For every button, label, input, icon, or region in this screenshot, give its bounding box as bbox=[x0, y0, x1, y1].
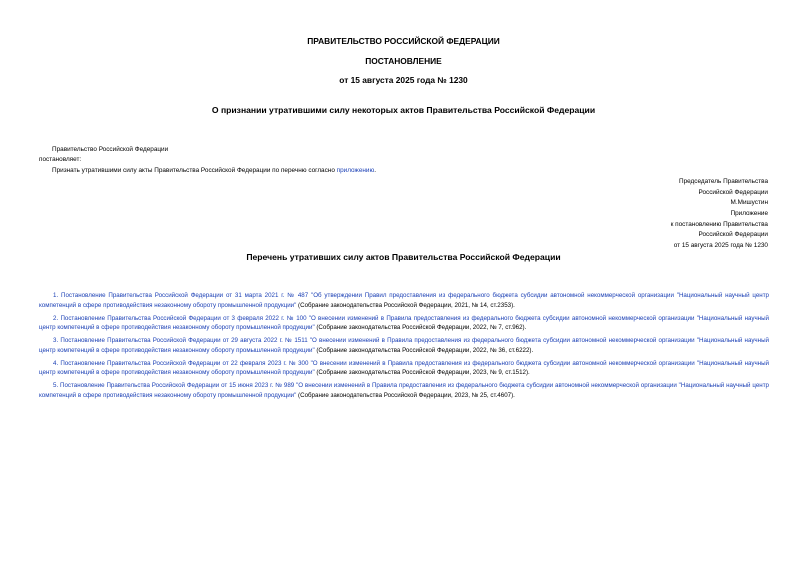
act-reference: (Собрание законодательства Российской Федерации, 2022, № 36, ст.6222). bbox=[314, 346, 534, 354]
act-reference: (Собрание законодательства Российской Федерации, 2023, № 9, ст.1512). bbox=[314, 369, 530, 377]
act-link[interactable]: Постановление Правительства Российской Федерации от 3 февраля 2022 г. № 100 "О внесении изменений в Правила предоставления из федерального бюджета субсидии автономной некоммерческой организации "Национальный научный центр компетенций в сфере противодействия незаконному обороту промышленной продукции" bbox=[39, 314, 769, 332]
appendix-line-3: Российской Федерации bbox=[698, 231, 768, 238]
appendix-line-2: к постановлению Правительства bbox=[670, 221, 768, 228]
list-item bbox=[39, 291, 769, 310]
decision-paragraph bbox=[52, 168, 376, 174]
list-title: Перечень утративших силу актов Правительства Российской Федерации bbox=[246, 252, 561, 262]
doc-type-heading: ПОСТАНОВЛЕНИЕ bbox=[365, 56, 442, 66]
item-number: 4. bbox=[53, 359, 59, 367]
signature-name: М.Мишустин bbox=[730, 199, 768, 206]
date-number-heading: от 15 августа 2025 года № 1230 bbox=[339, 75, 468, 85]
act-reference: (Собрание законодательства Российской Федерации, 2022, № 7, ст.962). bbox=[314, 324, 527, 332]
appendix-line-1: Приложение bbox=[730, 210, 768, 217]
decision-end: . bbox=[374, 167, 377, 174]
act-link[interactable]: Постановление Правительства Российской Федерации от 22 февраля 2023 г. № 300 "О внесении изменений в Правила предоставления из федерального бюджета субсидии автономной некоммерческой организации "Национальный научный центр компетенций в сфере противодействия незаконному обороту промышленной продукции" bbox=[39, 359, 769, 377]
act-reference: (Собрание законодательства Российской Федерации, 2021, № 14, ст.2353). bbox=[296, 301, 515, 309]
preamble-line-1: Правительство Российской Федерации bbox=[52, 146, 169, 153]
act-link[interactable]: Постановление Правительства Российской Федерации от 29 августа 2022 г. № 1511 "О внесении изменений в Правила предоставления из федерального бюджета субсидии автономной некоммерческой организации "Национальный научный центр компетенций в сфере противодействия незаконному обороту промышленной продукции" bbox=[39, 337, 769, 354]
decision-text: Признать утратившими силу акты Правительства Российской Федерации по перечню согласно bbox=[52, 167, 337, 174]
list-item bbox=[39, 314, 769, 333]
appendix-link[interactable]: приложению bbox=[336, 167, 375, 174]
item-number: 1. bbox=[53, 292, 59, 299]
preamble-line-2: постановляет: bbox=[39, 156, 82, 163]
act-link[interactable]: Постановление Правительства Российской Федерации от 15 июня 2023 г. № 989 "О внесении изменений в Правила предоставления из федерального бюджета субсидии автономной некоммерческой организации "Национальный научный центр компетенций в сфере противодействия незаконному обороту промышленной продукции" bbox=[39, 382, 769, 399]
item-number: 5. bbox=[53, 382, 59, 389]
appendix-line-4: от 15 августа 2025 года № 1230 bbox=[673, 242, 768, 249]
list-item bbox=[39, 336, 769, 355]
item-number: 2. bbox=[53, 314, 59, 322]
document-title: О признании утратившими силу некоторых актов Правительства Российской Федерации bbox=[211, 105, 596, 115]
repealed-acts-list bbox=[39, 291, 769, 404]
item-number: 3. bbox=[53, 337, 59, 344]
act-link[interactable]: Постановление Правительства Российской Федерации от 31 марта 2021 г. № 487 "Об утверждении Правил предоставления из федерального бюджета субсидии автономной некоммерческой организации "Национальный научный центр компетенций в сфере противодействия незаконному обороту промышленной продукции" bbox=[39, 292, 769, 309]
government-heading: ПРАВИТЕЛЬСТВО РОССИЙСКОЙ ФЕДЕРАЦИИ bbox=[307, 36, 500, 46]
signature-position-1: Председатель Правительства bbox=[679, 178, 768, 185]
signature-position-2: Российской Федерации bbox=[698, 189, 768, 196]
list-item bbox=[39, 381, 769, 400]
list-item bbox=[39, 359, 769, 378]
act-reference: (Собрание законодательства Российской Федерации, 2023, № 25, ст.4607). bbox=[296, 391, 515, 399]
